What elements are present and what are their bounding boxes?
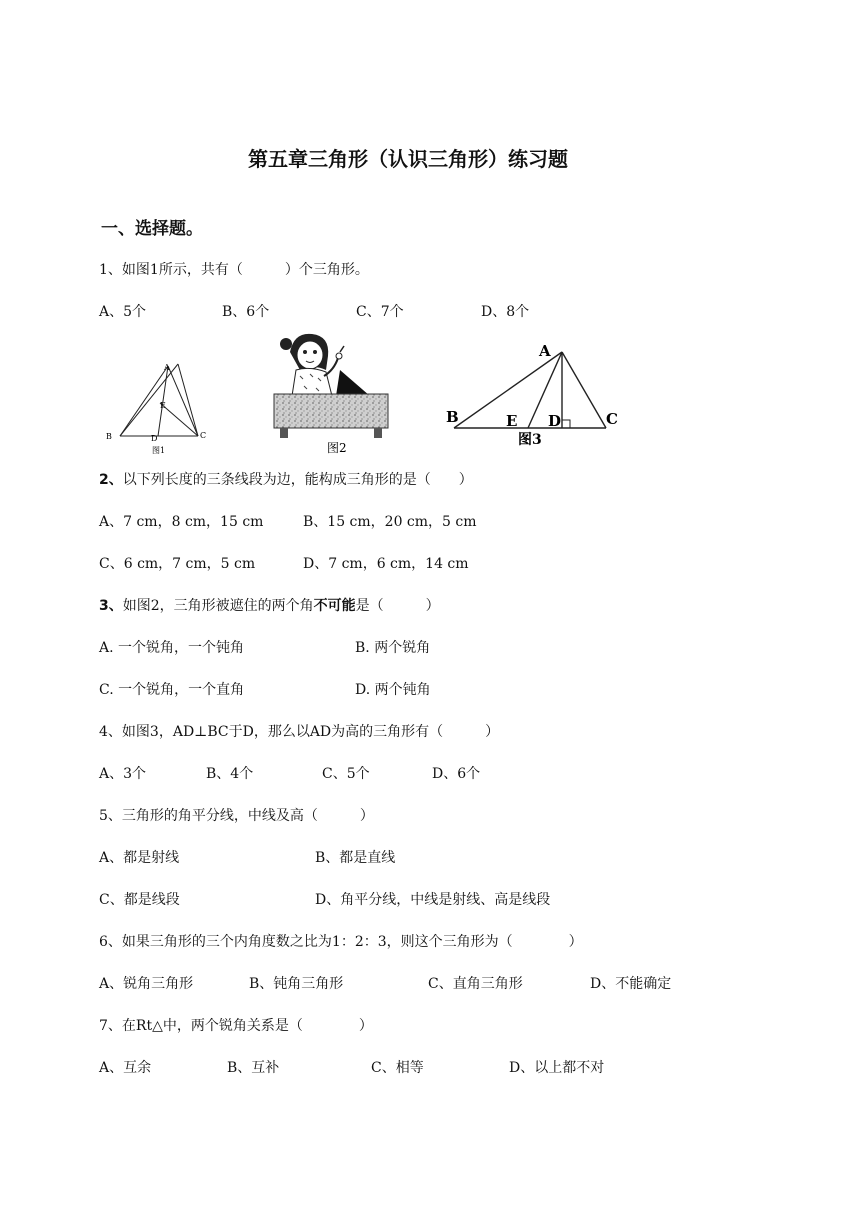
option-1b: B、6个 bbox=[222, 304, 270, 320]
option-3c: C. 一个锐角，一个直角 bbox=[99, 682, 245, 698]
option-6d: D、不能确定 bbox=[590, 976, 672, 992]
option-6b: B、钝角三角形 bbox=[249, 976, 344, 992]
fig1-label-e: E bbox=[160, 401, 166, 410]
fig3-label-d: D bbox=[548, 412, 562, 430]
question-5 bbox=[99, 805, 374, 825]
option-1c: C、7个 bbox=[356, 304, 404, 320]
option-5b: B、都是直线 bbox=[315, 850, 396, 866]
option-7d: D、以上都不对 bbox=[509, 1060, 605, 1076]
option-5c: C、都是线段 bbox=[99, 892, 180, 908]
question-text: 以下列长度的三条线段为边，能构成三角形的是（ ） bbox=[122, 472, 473, 488]
question-number: 7、 bbox=[99, 1018, 122, 1034]
fig1-caption: 图1 bbox=[152, 446, 166, 455]
option-4b: B、4个 bbox=[206, 766, 254, 782]
question-emphasis: 不可能 bbox=[313, 598, 356, 614]
question-number: 4、 bbox=[99, 724, 122, 740]
question-text: 如图3，AD⊥BC于D，那么以AD为高的三角形有（ ） bbox=[121, 724, 500, 740]
option-3d: D. 两个钝角 bbox=[355, 682, 431, 698]
question-4 bbox=[99, 721, 499, 741]
figure-3 bbox=[442, 340, 622, 452]
option-7c: C、相等 bbox=[371, 1060, 424, 1076]
option-6a: A、锐角三角形 bbox=[99, 976, 194, 992]
fig2-caption: 图2 bbox=[327, 441, 347, 455]
question-number: 2、 bbox=[99, 472, 123, 488]
hidden-triangle bbox=[336, 370, 370, 396]
question-text: 三角形的角平分线，中线及高（ ） bbox=[121, 808, 374, 824]
fig3-label-b: B bbox=[446, 408, 459, 426]
question-number: 3、 bbox=[99, 598, 123, 614]
question-number: 6、 bbox=[99, 934, 122, 950]
question-text: 如图1所示，共有（ ）个三角形。 bbox=[121, 262, 369, 278]
option-3a: A. 一个锐角，一个钝角 bbox=[99, 640, 245, 656]
figure-2 bbox=[270, 330, 392, 456]
desk bbox=[274, 394, 388, 428]
question-7 bbox=[99, 1015, 373, 1035]
option-5d: D、角平分线，中线是射线、高是线段 bbox=[315, 892, 551, 908]
question-number: 1、 bbox=[99, 262, 122, 278]
question-3 bbox=[99, 595, 440, 615]
option-1a: A、5个 bbox=[99, 304, 147, 320]
option-3b: B. 两个锐角 bbox=[355, 640, 431, 656]
girl-body bbox=[292, 368, 332, 396]
question-1 bbox=[99, 259, 369, 279]
fig1-label-a: A bbox=[164, 363, 170, 372]
option-7b: B、互补 bbox=[227, 1060, 280, 1076]
fig3-label-a: A bbox=[539, 342, 551, 360]
option-1d: D、8个 bbox=[481, 304, 530, 320]
option-2b: B、15 cm，20 cm，5 cm bbox=[303, 514, 477, 530]
option-7a: A、互余 bbox=[99, 1060, 152, 1076]
question-number: 5、 bbox=[99, 808, 122, 824]
option-2a: A、7 cm，8 cm，15 cm bbox=[99, 514, 264, 530]
question-text: 如果三角形的三个内角度数之比为1：2：3，则这个三角形为（ ） bbox=[121, 934, 583, 950]
option-4d: D、6个 bbox=[432, 766, 481, 782]
option-5a: A、都是射线 bbox=[99, 850, 180, 866]
question-2 bbox=[99, 469, 473, 489]
fig3-label-e: E bbox=[506, 412, 518, 430]
option-4c: C、5个 bbox=[322, 766, 370, 782]
question-text: 如图2，三角形被遮住的两个角 bbox=[122, 598, 314, 614]
fig3-caption: 图3 bbox=[518, 432, 542, 448]
fig3-label-c: C bbox=[606, 410, 618, 428]
fig1-label-d: D bbox=[151, 434, 158, 443]
question-6 bbox=[99, 931, 583, 951]
option-4a: A、3个 bbox=[99, 766, 147, 782]
fig1-label-c: C bbox=[200, 431, 207, 440]
figure-1 bbox=[100, 358, 220, 456]
page-title: 第五章三角形（认识三角形）练习题 bbox=[248, 147, 568, 171]
option-2d: D、7 cm，6 cm，14 cm bbox=[303, 556, 469, 572]
fig1-label-b: B bbox=[106, 432, 112, 441]
section-heading: 一、选择题。 bbox=[101, 219, 203, 239]
option-6c: C、直角三角形 bbox=[428, 976, 523, 992]
girl-face bbox=[297, 341, 323, 369]
question-text-end: 是（ ） bbox=[355, 598, 440, 614]
option-2c: C、6 cm，7 cm，5 cm bbox=[99, 556, 256, 572]
question-text: 在Rt△中，两个锐角关系是（ ） bbox=[121, 1018, 373, 1034]
